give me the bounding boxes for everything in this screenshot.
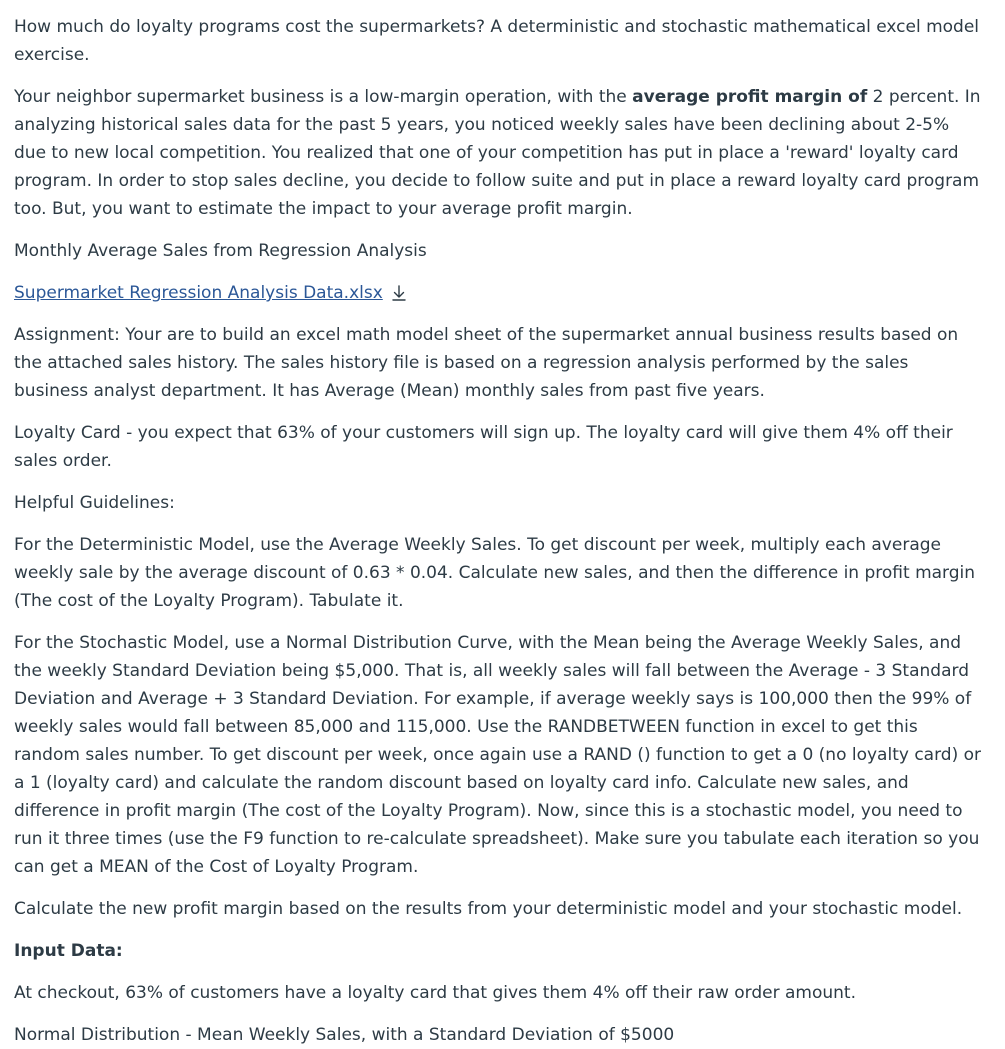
intro-text-2: 2 percent. In analyzing historical sales data for the past 5 years, you noticed weekly sales have been declining about 2-5% due to new local competition. You realized that one of your competition has put in place a 'reward' loyalty card program. In order to stop sales decline, you decide to follow suite and put in place a reward loyalty card program too. But, you want to estimate the impact to your average profit margin. [14,87,981,219]
input-data-heading-text: Input Data: [14,941,123,961]
intro-bold-text: average profit margin of [632,87,868,107]
file-download-link[interactable]: Supermarket Regression Analysis Data.xlsx [14,283,383,303]
title-paragraph: How much do loyalty programs cost the supermarkets? A deterministic and stochastic mathematical excel model exercise. [14,17,980,65]
guidelines-heading: Helpful Guidelines: [14,493,175,513]
loyalty-card-paragraph: Loyalty Card - you expect that 63% of your customers will sign up. The loyalty card will give them 4% off their sales order. [14,423,953,471]
intro-paragraph [14,83,985,223]
input-data-heading [14,937,985,965]
normal-distribution-paragraph: Normal Distribution - Mean Weekly Sales, with a Standard Deviation of $5000 [14,1025,675,1045]
calculate-paragraph: Calculate the new profit margin based on the results from your deterministic model and your stochastic model. [14,899,963,919]
stochastic-paragraph: For the Stochastic Model, use a Normal Distribution Curve, with the Mean being the Average Weekly Sales, and the weekly Standard Deviation being $5,000. That is, all weekly sales will fall between the Average - 3 Standard Deviation and Average + 3 Standard Deviation. For example, if average weekly says is 100,000 then the 99% of weekly sales would fall between 85,000 and 115,000. Use the RANDBETWEEN function in excel to get this random sales number. To get discount per week, once again use a RAND () function to get a 0 (no loyalty card) or a 1 (loyalty card) and calculate the random discount based on loyalty card info. Calculate new sales, and difference in profit margin (The cost of the Loyalty Program). Now, since this is a stochastic model, you need to run it three times (use the F9 function to re-calculate spreadsheet). Make sure you tabulate each iteration so you can get a MEAN of the Cost of Loyalty Program. [14,633,981,877]
download-icon[interactable] [391,282,407,298]
checkout-paragraph: At checkout, 63% of customers have a loyalty card that gives them 4% off their raw order amount. [14,983,856,1003]
monthly-sales-heading: Monthly Average Sales from Regression Analysis [14,241,427,261]
deterministic-paragraph: For the Deterministic Model, use the Average Weekly Sales. To get discount per week, multiply each average weekly sale by the average discount of 0.63 * 0.04. Calculate new sales, and then the difference in profit margin (The cost of the Loyalty Program). Tabulate it. [14,535,976,611]
file-link-row [14,279,985,307]
intro-text-1: Your neighbor supermarket business is a low-margin operation, with the [14,87,633,107]
assignment-paragraph: Assignment: Your are to build an excel math model sheet of the supermarket annual business results based on the attached sales history. The sales history file is based on a regression analysis performed by the sales business analyst department. It has Average (Mean) monthly sales from past five years. [14,325,959,401]
